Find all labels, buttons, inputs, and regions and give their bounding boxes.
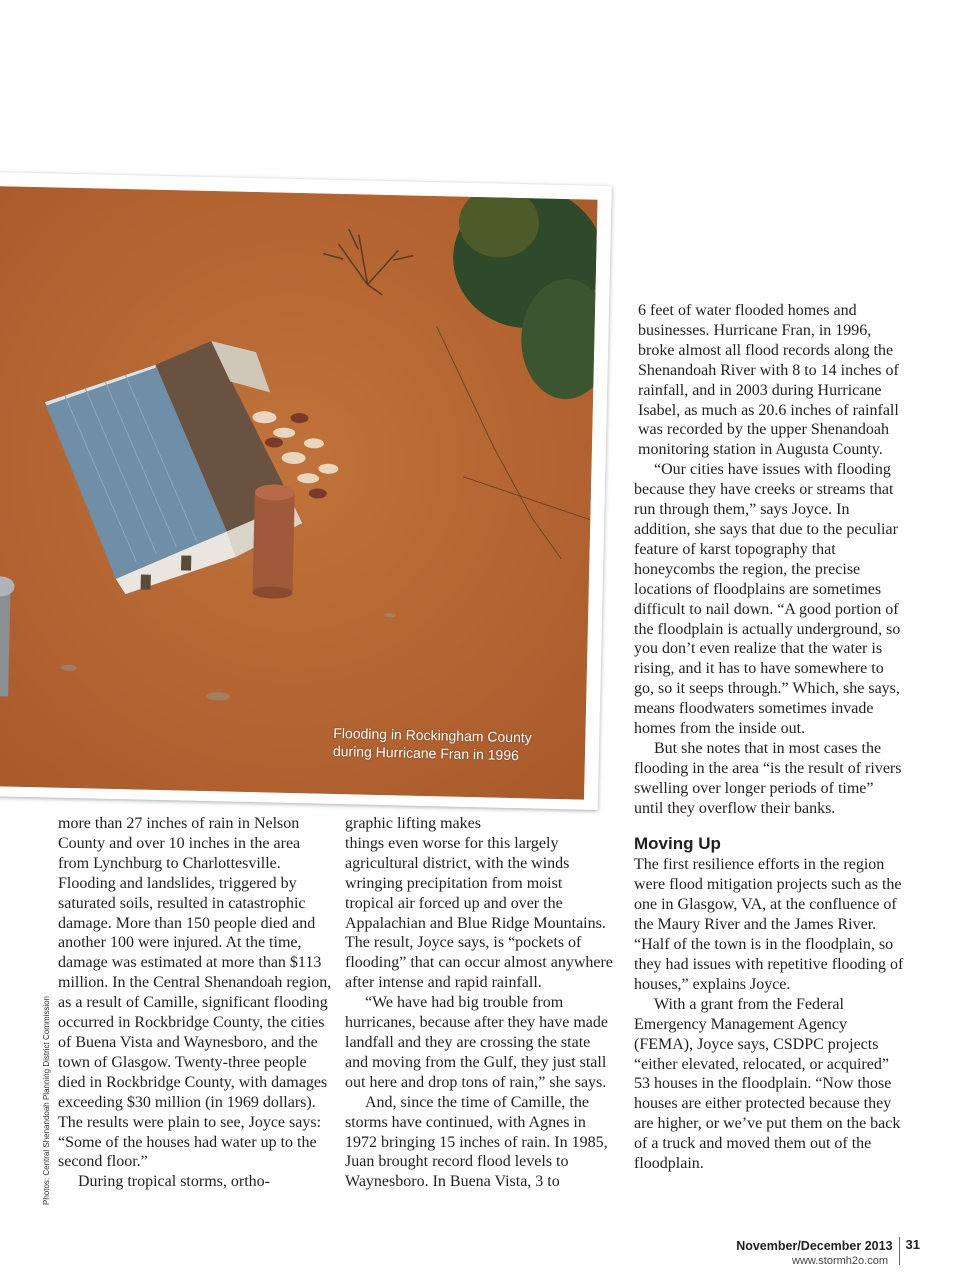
paragraph: 6 feet of water flooded homes and businesses. Hurricane Fran, in 1996, broke almost all flood records along the Shenandoah River with 8 to 14 inches of rainfall, and in 2003 during Hurricane Isabel, as much as 20.6 inches of rainfall was recorded by the upper Shenandoah monitoring station in Augusta County.: [638, 302, 899, 459]
caption-line-1: Flooding in Rockingham County: [333, 724, 532, 746]
section-heading: Moving Up: [634, 833, 721, 853]
page-footer: [736, 1237, 920, 1265]
paragraph: “We have had big trouble from hurricanes, because after they have made landfall and they are crossing the state and moving from the Gulf, they just stall out here and drop tons of rain,” she says.: [345, 994, 608, 1091]
article-column-3: [634, 301, 906, 1174]
footer-divider: [899, 1237, 900, 1265]
page-number: 31: [905, 1237, 920, 1252]
silo: [252, 484, 295, 599]
flood-photo-illustration: [0, 186, 598, 799]
issue-date: November/December 2013: [736, 1239, 893, 1253]
paragraph: During tropical storms, ortho-: [78, 1173, 270, 1191]
article-column-2: [345, 814, 613, 1192]
photo-credit: Photos: Central Shenandoah Planning District Commission: [42, 996, 51, 1205]
paragraph: With a grant from the Federal Emergency Management Agency (FEMA), Joyce says, CSDPC projects “either elevated, relocated, or acquired” 53 houses in the floodplain. “Now those houses are either protected because they are higher, or we’ve put them on the back of a truck and moved them out of the floodplain.: [634, 995, 901, 1173]
article-column-1: [58, 814, 332, 1192]
photo-frame: [0, 172, 612, 810]
paragraph: And, since the time of Camille, the storms have continued, with Agnes in 1972 bringing 15 inches of rain. In 1985, Juan brought record flood levels to Waynesboro. In Buena Vista, 3 to: [345, 1093, 608, 1191]
website-url: www.stormh2o.com: [792, 1255, 888, 1267]
photo-caption: [333, 724, 584, 766]
paragraph: more than 27 inches of rain in Nelson County and over 10 inches in the area from Lynchburg to Charlottesville. Flooding and landslides, triggered by saturated soils, resulted in catastrophic damage. More than 150 people died and another 100 were injured. At the time, damage was estimated at more than $113 million. In the Central Shenandoah region, as a result of Camille, significant flooding occurred in Rockbridge County, the cities of Buena Vista and Waynesboro, and the town of Glasgow. Twenty-three people died in Rockbridge County, with damages exceeding $30 million (in 1969 dollars). The results were plain to see, Joyce says: “Some of the houses had water up to the second floor.”: [58, 815, 332, 1171]
paragraph: things even worse for this largely agricultural district, with the winds wringing precipitation from moist tropical air forced up and over the Appalachian and Blue Ridge Mountains. The result, Joyce says, is “pockets of flooding” that can occur almost anywhere after intense and rapid rainfall.: [345, 834, 613, 992]
flood-photo: [0, 186, 598, 799]
paragraph: The first resilience efforts in the region were flood mitigation projects such as the one in Glasgow, VA, at the confluence of the Maury River and the James River. “Half of the town is in the floodplain, so they had issues with repetitive flooding of houses,” explains Joyce.: [634, 856, 904, 993]
paragraph: “Our cities have issues with flooding because they have creeks or streams that run through them,” says Joyce. In addition, she says that due to the peculiar feature of karst topography that honeycombs the region, the precise locations of floodplains are sometimes difficult to nail down. “A good portion of the floodplain is actually underground, so you don’t even realize that the water is rising, and it has to have somewhere to go, so it seeps through.” Which, she says, means floodwaters sometimes invade homes from the inside out.: [634, 461, 901, 738]
paragraph: But she notes that in most cases the flooding in the area “is the result of rivers swelling over longer periods of time” until they overflow their banks.: [634, 739, 902, 817]
caption-line-2: during Hurricane Fran in 1996: [332, 742, 520, 764]
paragraph: graphic lifting makes: [345, 815, 481, 832]
